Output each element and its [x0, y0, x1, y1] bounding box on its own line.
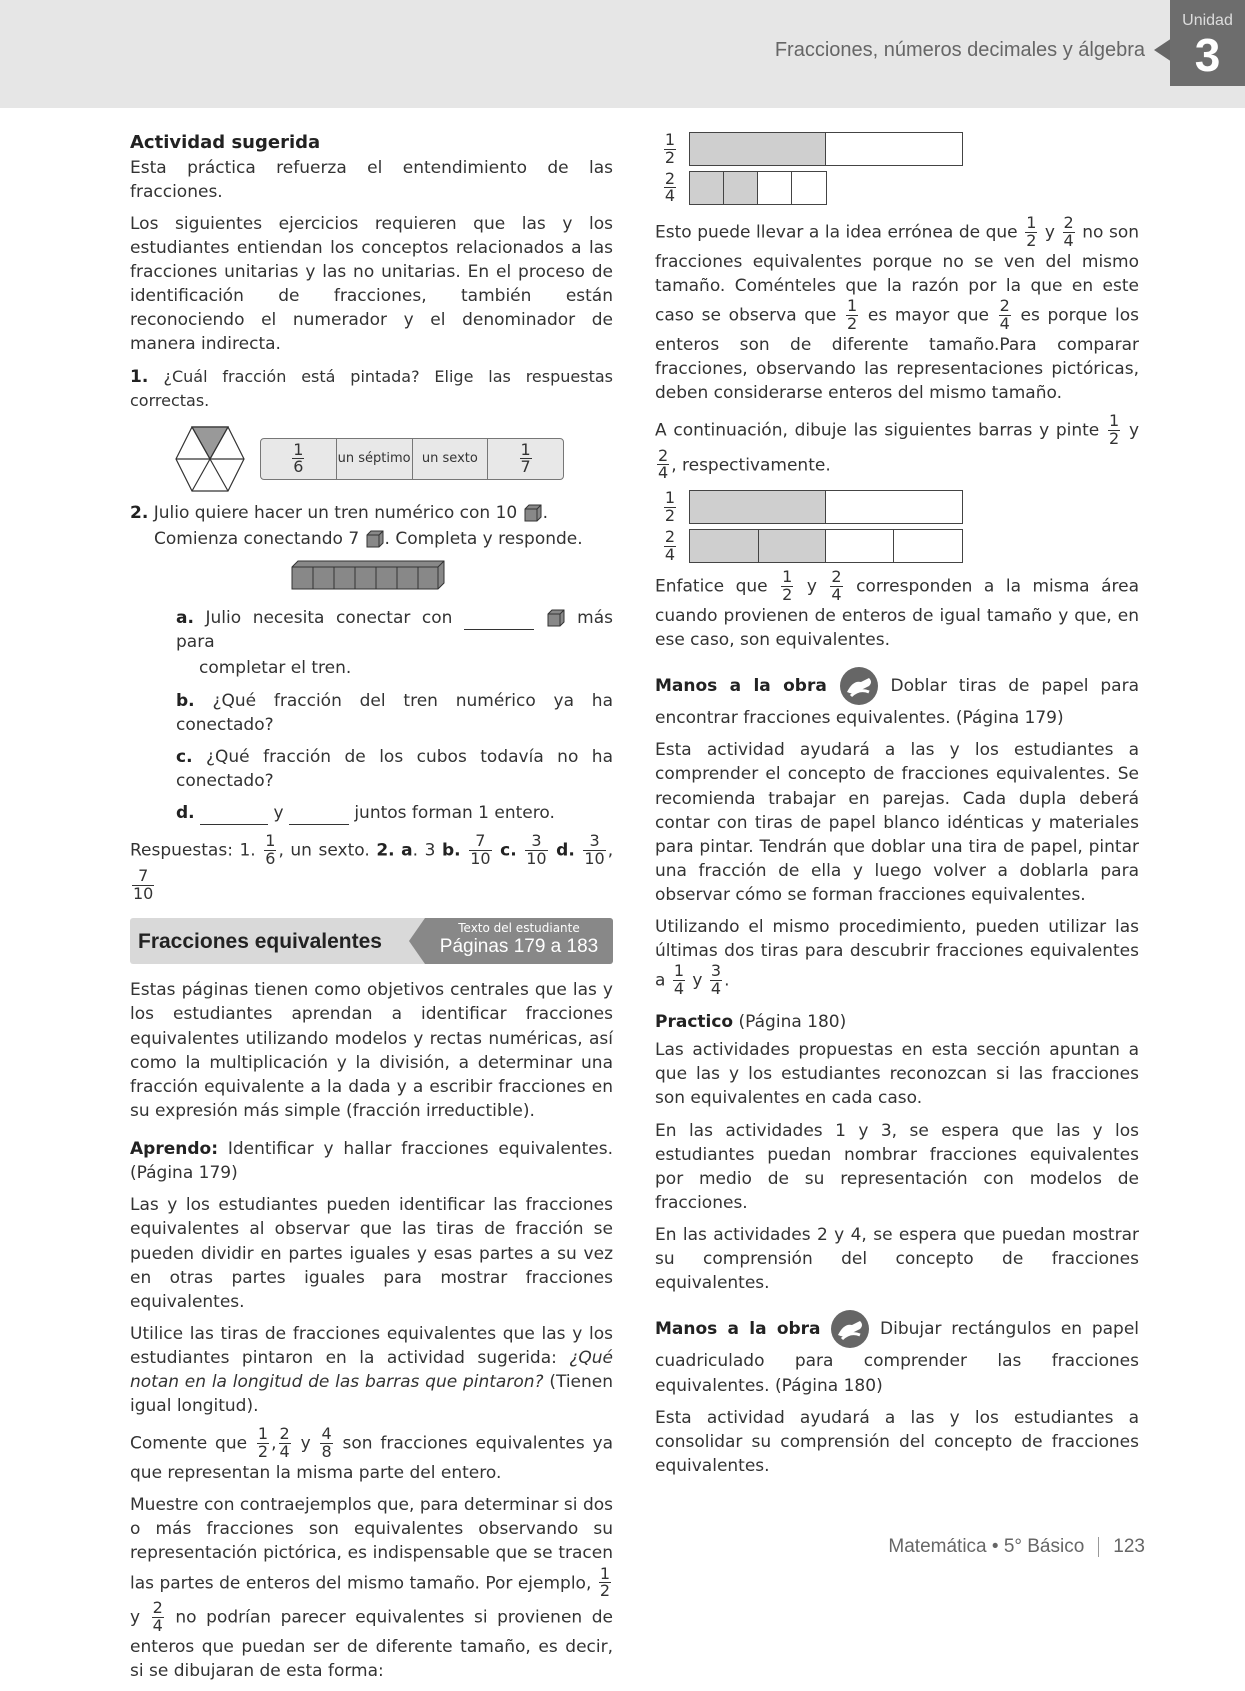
practico: Practico (Página 180) — [655, 1012, 847, 1033]
fraction: $\frac{1}{6}$ — [265, 831, 276, 868]
fraction: $\frac{1}{2}$ — [257, 1424, 269, 1462]
answers: Respuestas: 1. $\frac{1}{6}$ , un sexto. 2. a. 3 b. $\frac{7}{10}$ c. $\frac{3}{10}$ d. $\frac{3}{10}$ , $\frac{7}{10}$ — [130, 831, 614, 903]
q1-figure — [174, 425, 613, 493]
activity-intro: Esta práctica refuerza el entendimiento de las fracciones. — [130, 157, 613, 202]
fraction: $\frac{2}{4}$ — [664, 526, 676, 564]
cube-train-icon — [290, 559, 446, 591]
fraction: $\frac{1}{2}$ — [847, 296, 858, 333]
fraction: $\frac{3}{4}$ — [710, 961, 722, 999]
fraction: $\frac{2}{4}$ — [1063, 213, 1074, 250]
right-p5: Utilizando el mismo procedimiento, pueden utilizar las últimas dos tiras para descubrir fracciones equivalentes a $\frac{1}{4}$ y $\frac{3}{4}$ . — [655, 917, 1139, 999]
fraction: $\frac{1}{4}$ — [673, 961, 685, 999]
left-column — [130, 130, 613, 1691]
question-2: 2. Julio quiere hacer un tren numérico con 10 . — [130, 502, 549, 523]
footer-divider — [1098, 1537, 1099, 1557]
fraction: $\frac{2}{4}$ — [664, 168, 676, 206]
question-1 — [130, 365, 613, 413]
bar-quarters-equal — [655, 526, 1139, 564]
section-p2: Las y los estudiantes pueden identificar las fracciones equivalentes al observar que las tiras de fracción se pueden dividir en partes iguales y esas partes a su vez en otras partes iguales para mostrar fracciones equivalentes. — [130, 1195, 613, 1312]
cube-icon — [523, 503, 543, 523]
right-p6: Las actividades propuestas en esta sección apuntan a que las y los estudiantes reconozcan si las fracciones son equivalentes en cada caso. — [655, 1040, 1139, 1109]
hexagon-icon — [174, 425, 246, 493]
page-footer — [888, 1534, 1145, 1561]
fraction: $\frac{1}{7}$ — [520, 439, 531, 477]
activity-paragraph: Los siguientes ejercicios requieren que las y los estudiantes entiendan los conceptos relacionados a las fracciones unitarias y las no unitarias. En el proceso de identificación de fracciones, también están reconociendo el numerador y el denominador de manera indirecta. — [130, 213, 613, 355]
chapter-title: Fracciones, números decimales y álgebra — [774, 39, 1145, 61]
fraction: $\frac{2}{4}$ — [279, 1424, 290, 1462]
right-p3: Enfatice que $\frac{1}{2}$ y $\frac{2}{4}$ corresponden a la misma área cuando provienen de enteros de igual tamaño y que, en ese caso, son equivalentes. — [655, 567, 1140, 651]
section-p5: Muestre con contraejemplos que, para determinar si dos o más fracciones son equivalentes observando su representación pictórica, es indispensable que se tracen las partes de enteros del mismo tamaño. Por ejemplo, $\frac{1}{2}$ y $\frac{2}{4}$ no podrían parecer equivalentes si provienen de enteros que puedan ser de diferente tamaño, es decir, si se dibujaran de esta forma: — [130, 1495, 614, 1681]
option-one-seventh[interactable] — [488, 439, 563, 479]
blank-2a[interactable] — [464, 612, 534, 630]
manos-obra-2: Manos a la obra Dibujar rectángulos en papel cuadriculado para comprender las fracciones equivalentes. (Página 180) — [655, 1309, 1139, 1397]
option-un-sexto[interactable]: un sexto — [413, 439, 489, 479]
blank-2d-2[interactable] — [289, 807, 349, 825]
q2-number: 2. — [130, 502, 149, 523]
fraction: $\frac{7}{10}$ — [470, 831, 491, 868]
right-p7: En las actividades 1 y 3, se espera que las y los estudiantes puedan nombrar fracciones equivalentes por medio de su representación con modelos de fracciones. — [655, 1120, 1139, 1213]
fraction: $\frac{7}{10}$ — [133, 865, 154, 903]
fraction: $\frac{1}{2}$ — [664, 488, 676, 525]
question-2d: d. y juntos forman 1 entero. — [176, 801, 613, 825]
cube-train — [290, 559, 613, 598]
student-text-tag: Texto del estudiante Páginas 179 a 183 — [425, 918, 613, 964]
fraction: $\frac{3}{10}$ — [584, 831, 605, 868]
page-number: 123 — [1113, 1536, 1145, 1557]
section-title: Fracciones equivalentes — [138, 930, 382, 954]
bar-quarters-small — [655, 168, 1139, 206]
question-2a-cont: completar el tren. — [199, 658, 352, 679]
right-p1: Esto puede llevar a la idea errónea de que $\frac{1}{2}$ y $\frac{2}{4}$ no son fracciones equivalentes porque no se ven del mismo tamaño. Coménteles que la razón por la que en este caso se observa que $\frac{1}{2}$ es mayor que $\frac{2}{4}$ es porque los enteros son de diferente tamaño.Para comparar fracciones, observando las representaciones pictóricas, deben considerarse enteros del mismo tamaño. — [655, 213, 1140, 403]
blank-2d-1[interactable] — [200, 807, 268, 825]
question-2a: a. Julio necesita conectar con más para — [176, 608, 613, 653]
q2-line1: Julio quiere hacer un tren numérico con 10 — [153, 502, 518, 523]
fraction: $\frac{2}{4}$ — [999, 296, 1010, 333]
q2-line2: Comienza conectando 7 . Completa y responde. — [154, 528, 583, 549]
hands-icon — [839, 666, 879, 706]
activity-title: Actividad sugerida — [130, 132, 321, 153]
fraction: $\frac{4}{8}$ — [321, 1424, 332, 1462]
cube-icon — [546, 608, 566, 628]
section-p4: Comente que $\frac{1}{2}$ , $\frac{2}{4}$ y $\frac{4}{8}$ son fracciones equivalentes ya que representan la misma parte del entero. — [130, 1424, 614, 1484]
unit-badge — [1170, 0, 1245, 86]
fraction: $\frac{1}{6}$ — [293, 439, 304, 477]
fraction: $\frac{1}{2}$ — [782, 567, 793, 605]
fraction: $\frac{1}{2}$ — [599, 1563, 611, 1601]
fraction: $\frac{1}{2}$ — [1026, 213, 1037, 250]
option-un-septimo[interactable]: un séptimo — [337, 439, 413, 479]
section-p3: Utilice las tiras de fracciones equivalentes que las y los estudiantes pintaron en la actividad sugerida: ¿Qué notan en la longitud de las barras que pintaron? (Tienen igual longitud). — [130, 1323, 614, 1417]
aprendo: Aprendo: Identificar y hallar fracciones equivalentes. (Página 179) — [130, 1139, 613, 1184]
unit-label: Unidad — [1182, 12, 1233, 29]
fraction: $\frac{2}{4}$ — [831, 567, 842, 605]
footer-subject: Matemática • 5° Básico — [888, 1536, 1085, 1557]
bar-half-large — [655, 132, 1139, 167]
cube-icon — [365, 529, 385, 549]
bar-half-equal — [655, 490, 1139, 525]
right-column — [655, 132, 1139, 1486]
unit-number: 3 — [1194, 28, 1221, 81]
question-2b: b. ¿Qué fracción del tren numérico ya ha conectado? — [176, 690, 613, 735]
section-intro: Estas páginas tienen como objetivos centrales que las y los estudiantes aprendan a identificar fracciones equivalentes utilizando modelos y rectas numéricas, así como la multiplicación y la división, a determinar una fracción equivalente a la dada y a escribir fracciones en su expresión más simple (fracción irreductible). — [130, 980, 613, 1121]
section-header — [130, 918, 613, 964]
fraction: $\frac{3}{10}$ — [526, 831, 547, 868]
fraction: $\frac{2}{4}$ — [658, 445, 669, 483]
fraction: $\frac{1}{2}$ — [1109, 411, 1120, 448]
right-p9: Esta actividad ayudará a las y los estudiantes a consolidar su comprensión del concepto de fracciones equivalentes. — [655, 1407, 1139, 1476]
fraction: $\frac{2}{4}$ — [152, 1598, 163, 1635]
right-p8: En las actividades 2 y 4, se espera que puedan mostrar su comprensión del concepto de fracciones equivalentes. — [655, 1225, 1139, 1294]
q1-text: ¿Cuál fracción está pintada? Elige las respuestas correctas. — [130, 366, 614, 410]
q1-options — [260, 438, 564, 480]
option-one-sixth[interactable] — [261, 439, 337, 479]
manos-obra-1: Manos a la obra Doblar tiras de papel para encontrar fracciones equivalentes. (Página 179) — [655, 666, 1139, 730]
right-p4: Esta actividad ayudará a las y los estudiantes a comprender el concepto de fracciones equivalentes. Se recomienda trabajar en parejas. Cada dupla deberá contar con tiras de papel blanco idénticas y materiales para pintar. Tendrán que doblar una tira de papel, pintar una fracción de ella y luego volver a doblarla para observar cómo se forman fracciones equivalentes. — [655, 740, 1139, 906]
hands-icon — [830, 1309, 870, 1349]
right-p2: A continuación, dibuje las siguientes barras y pinte $\frac{1}{2}$ y $\frac{2}{4}$ , respectivamente. — [655, 411, 1139, 483]
q1-number: 1. — [130, 366, 149, 387]
question-2c: c. ¿Qué fracción de los cubos todavía no ha conectado? — [176, 746, 613, 791]
fraction: $\frac{1}{2}$ — [664, 130, 676, 167]
